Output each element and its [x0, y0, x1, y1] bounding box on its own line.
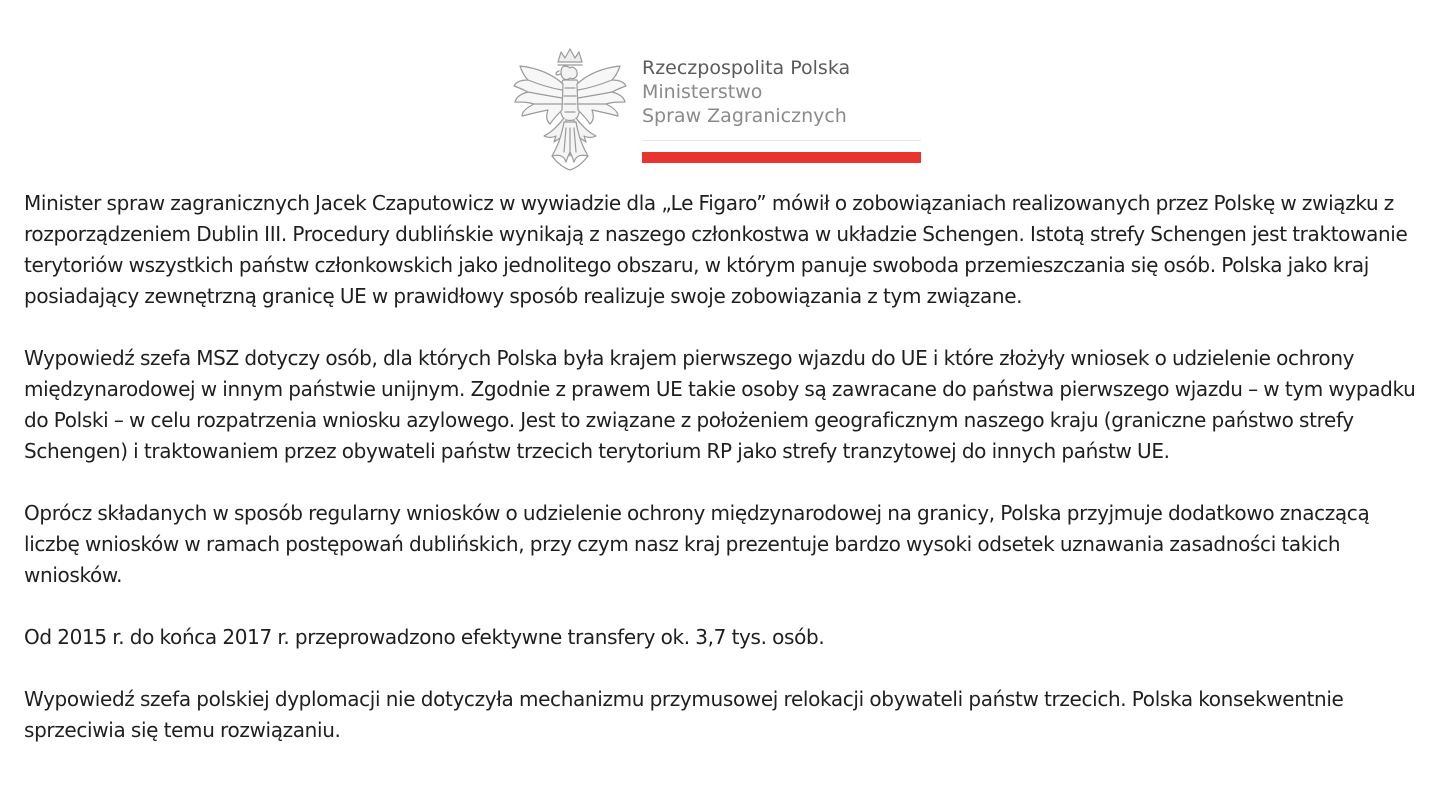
paragraph: Wypowiedź szefa MSZ dotyczy osób, dla których Polska była krajem pierwszego wjazdu do UE i które złożyły wniosek o udzielenie ochrony międzynarodowej w innym państwie unijnym. Zgodnie z prawem UE takie osoby są zawracane do państwa pierwszego wjazdu – w tym wypadku do Polski – w celu rozpatrzenia wniosku azylowego. Jest to związane z położeniem geograficznym naszego kraju (graniczne państwo strefy Schengen) i traktowaniem przez obywateli państw trzecich terytorium RP jako strefy tranzytowej do innych państw UE.: [24, 346, 1416, 463]
paragraph: Minister spraw zagranicznych Jacek Czaputowicz w wywiadzie dla „Le Figaro” mówił o zobowiązaniach realizowanych przez Polskę w związku z rozporządzeniem Dublin III. Procedury dublińskie wynikają z naszego członkostwa w układzie Schengen. Istotą strefy Schengen jest traktowanie terytoriów wszystkich państw członkowskich jako jednolitego obszaru, w którym panuje swoboda przemieszczania się osób. Polska jako kraj posiadający zewnętrzną granicę UE w prawidłowy sposób realizuje swoje zobowiązania z tym związane.: [24, 191, 1408, 308]
flag-white-stripe: [642, 140, 921, 151]
ministry-name: [642, 56, 850, 128]
country-name: Rzeczpospolita Polska: [642, 57, 851, 79]
ministry-line-1: Ministerstwo: [642, 81, 763, 103]
paragraph: Od 2015 r. do końca 2017 r. przeprowadzono efektywne transfery ok. 3,7 tys. osób.: [24, 625, 825, 649]
paragraph: Wypowiedź szefa polskiej dyplomacji nie dotyczyła mechanizmu przymusowej relokacji obywateli państw trzecich. Polska konsekwentnie sprzeciwia się temu rozwiązaniu.: [24, 687, 1344, 742]
ministry-header: [508, 44, 928, 174]
ministry-line-2: Spraw Zagranicznych: [642, 105, 847, 127]
polish-eagle-emblem-icon: [508, 44, 632, 174]
paragraph: Oprócz składanych w sposób regularny wniosków o udzielenie ochrony międzynarodowej na granicy, Polska przyjmuje dodatkowo znaczącą liczbę wniosków w ramach postępowań dublińskich, przy czym nasz kraj prezentuje bardzo wysoki odsetek uznawania zasadności takich wniosków.: [24, 501, 1370, 587]
flag-red-stripe: [642, 152, 921, 163]
statement-body: [24, 188, 1424, 777]
